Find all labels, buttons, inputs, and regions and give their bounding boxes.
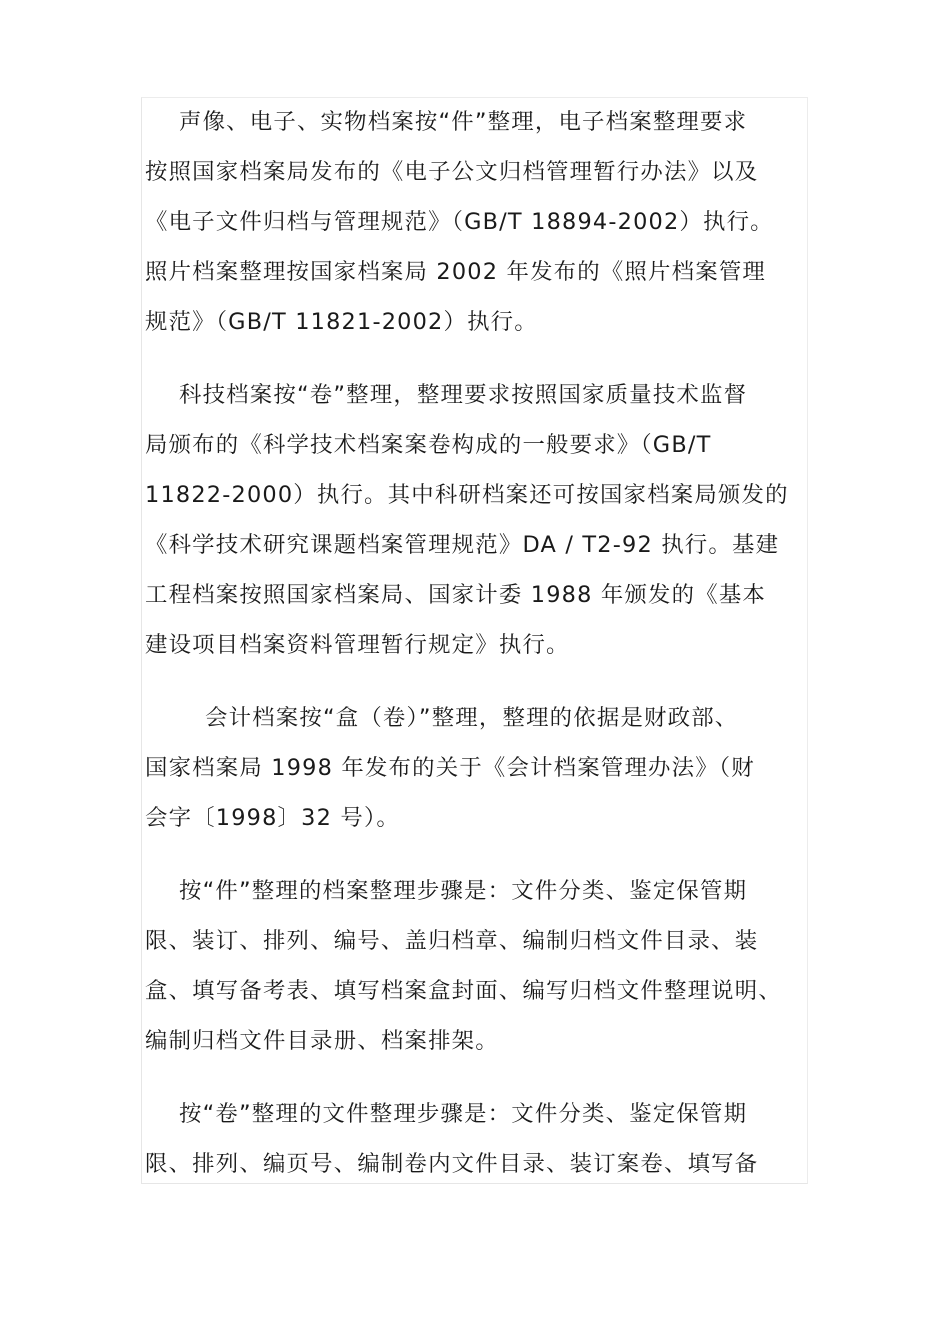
text-line: 规范》（GB/T 11821-2002）执行。 — [145, 309, 538, 335]
text-line: 限、排列、编页号、编制卷内文件目录、装订案卷、填写备 — [145, 1151, 759, 1177]
text-line: 编制归档文件目录册、档案排架。 — [145, 1028, 499, 1054]
paragraph-accounting-archives — [145, 693, 817, 843]
text-line: 11822-2000）执行。其中科研档案还可按国家档案局颁发的 — [145, 482, 789, 508]
text-line: 科技档案按“卷”整理，整理要求按照国家质量技术监督 — [179, 382, 748, 408]
paragraph-item-steps — [145, 866, 817, 1066]
text-line: 按照国家档案局发布的《电子公文归档管理暂行办法》以及 — [145, 159, 759, 185]
paragraph-av-electronic-archives — [145, 97, 817, 347]
text-line: 会计档案按“盒（卷）”整理，整理的依据是财政部、 — [205, 705, 739, 731]
text-line: 按“卷”整理的文件整理步骤是：文件分类、鉴定保管期 — [179, 1101, 748, 1127]
text-line: 工程档案按照国家档案局、国家计委 1988 年颁发的《基本 — [145, 582, 767, 608]
paragraph-spacer — [145, 1066, 817, 1089]
paragraph-spacer — [145, 843, 817, 866]
text-line: 《电子文件归档与管理规范》（GB/T 18894-2002）执行。 — [145, 209, 774, 235]
text-line: 会字〔1998〕32 号）。 — [145, 805, 400, 831]
paragraph-sci-tech-archives — [145, 370, 817, 670]
text-line: 限、装订、排列、编号、盖归档章、编制归档文件目录、装 — [145, 928, 759, 954]
text-line: 《科学技术研究课题档案管理规范》DA / T2-92 执行。基建 — [145, 532, 780, 558]
text-line: 盒、填写备考表、填写档案盒封面、编写归档文件整理说明、 — [145, 978, 782, 1004]
text-line: 照片档案整理按国家档案局 2002 年发布的《照片档案管理 — [145, 259, 767, 285]
paragraph-spacer — [145, 670, 817, 693]
text-line: 按“件”整理的档案整理步骤是：文件分类、鉴定保管期 — [179, 878, 748, 904]
text-line: 建设项目档案资料管理暂行规定》执行。 — [145, 632, 570, 658]
paragraph-volume-steps — [145, 1089, 817, 1184]
document-body — [145, 97, 817, 1184]
text-line: 局颁布的《科学技术档案案卷构成的一般要求》（GB/T — [145, 432, 712, 458]
text-line: 国家档案局 1998 年发布的关于《会计档案管理办法》（财 — [145, 755, 755, 781]
paragraph-spacer — [145, 347, 817, 370]
text-line: 声像、电子、实物档案按“件”整理，电子档案整理要求 — [179, 109, 748, 135]
